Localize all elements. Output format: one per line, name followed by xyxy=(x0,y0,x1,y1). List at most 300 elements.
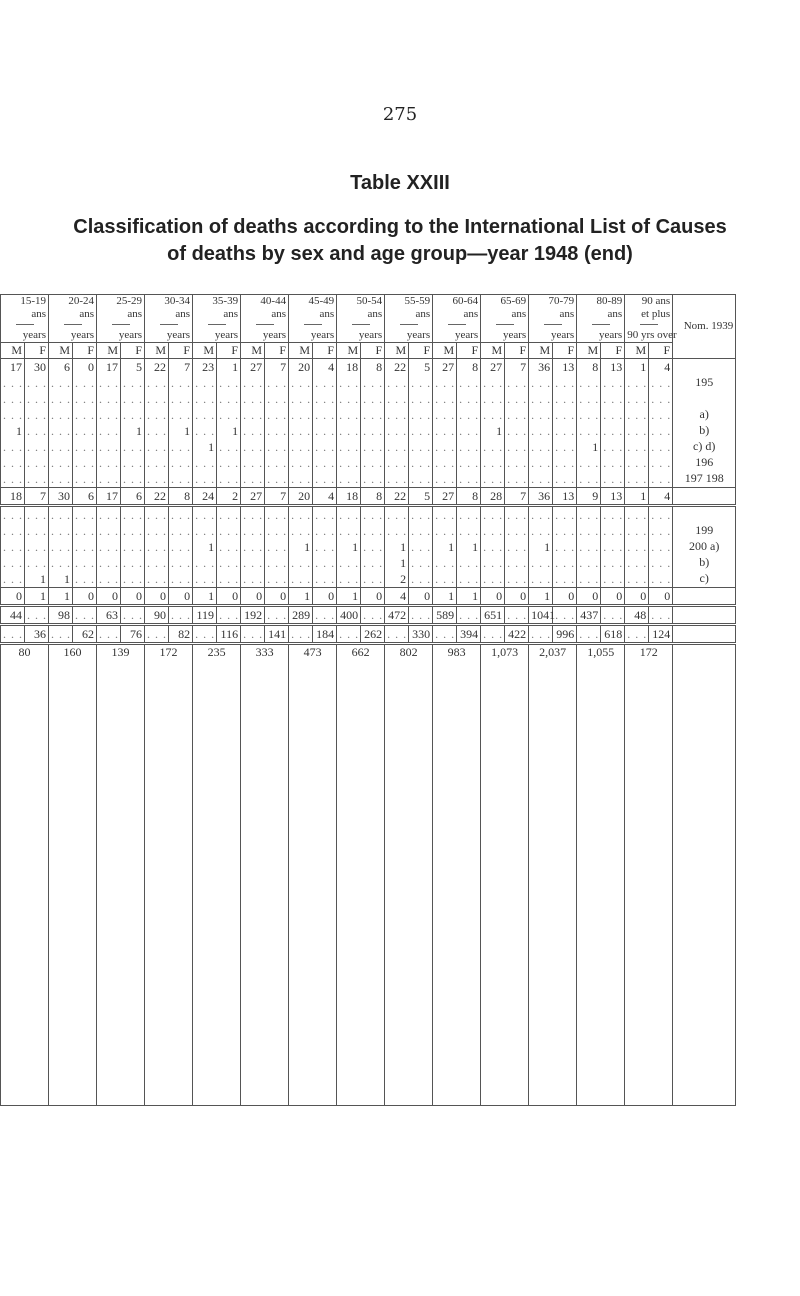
nomenclature-cell: c) xyxy=(673,571,736,588)
grand-total-cell: 662 xyxy=(337,644,385,1106)
leader-dots: . . . xyxy=(291,439,312,454)
female-count-cell: 1 xyxy=(121,423,145,439)
female-count-cell xyxy=(649,391,673,407)
leader-dots: . . . xyxy=(651,555,672,570)
leader-dots: . . . xyxy=(315,507,336,522)
male-count-cell: 17 xyxy=(97,488,121,506)
male-count-cell xyxy=(145,471,169,488)
leader-dots: . . . xyxy=(3,507,23,522)
male-count-cell xyxy=(97,439,121,455)
male-count-cell xyxy=(385,506,409,524)
leader-dots: . . . xyxy=(555,539,576,554)
female-count-cell xyxy=(505,423,529,439)
leader-dots: . . . xyxy=(147,423,168,438)
leader-dots: . . . xyxy=(579,407,600,422)
leader-dots: . . . xyxy=(363,539,384,554)
leader-dots: . . . xyxy=(267,423,288,438)
female-header: F xyxy=(601,343,625,359)
female-count-cell: 8 xyxy=(361,488,385,506)
leader-dots: . . . xyxy=(339,571,360,586)
leader-dots: . . . xyxy=(315,423,336,438)
male-count-cell: 20 xyxy=(289,488,313,506)
male-count-cell: 1 xyxy=(337,588,361,606)
female-count-cell xyxy=(217,391,241,407)
leader-dots: . . . xyxy=(627,407,648,422)
female-header: F xyxy=(73,343,97,359)
nomenclature-cell xyxy=(673,606,736,625)
male-count-cell xyxy=(49,375,73,391)
female-count-cell xyxy=(457,407,481,423)
male-count-cell xyxy=(481,439,505,455)
leader-dots: . . . xyxy=(171,471,192,486)
leader-dots: . . . xyxy=(171,455,192,470)
nomenclature-cell: c) d) xyxy=(673,439,736,455)
leader-dots: . . . xyxy=(555,391,576,406)
nomenclature-cell: b) xyxy=(673,555,736,571)
male-count-cell xyxy=(145,539,169,555)
leader-dots: . . . xyxy=(315,471,336,486)
female-count-cell xyxy=(409,506,433,524)
female-count-cell: 0 xyxy=(265,588,289,606)
male-count-cell xyxy=(481,407,505,423)
leader-dots: . . . xyxy=(579,471,600,486)
male-header: M xyxy=(385,343,409,359)
leader-dots: . . . xyxy=(147,439,168,454)
male-count-cell: 23 xyxy=(193,359,217,376)
leader-dots: . . . xyxy=(291,375,312,390)
age-group-header xyxy=(49,295,97,343)
grand-total-cell: 2,037 xyxy=(529,644,577,1106)
table-row xyxy=(1,506,736,524)
age-unit-en: years xyxy=(454,329,479,341)
male-count-cell xyxy=(625,571,649,588)
leader-dots: . . . xyxy=(411,555,432,570)
female-count-cell xyxy=(649,571,673,588)
leader-dots: . . . xyxy=(3,571,23,586)
male-header: M xyxy=(193,343,217,359)
leader-dots: . . . xyxy=(123,439,144,454)
male-count-cell xyxy=(49,506,73,524)
leader-dots: . . . xyxy=(531,375,552,390)
leader-dots: . . . xyxy=(27,471,47,486)
leader-dots: . . . xyxy=(435,439,456,454)
leader-dots: . . . xyxy=(291,471,312,486)
leader-dots: . . . xyxy=(507,455,528,470)
male-count-cell xyxy=(625,625,649,644)
leader-dots: . . . xyxy=(75,523,96,538)
female-header: F xyxy=(553,343,577,359)
leader-dots: . . . xyxy=(411,471,432,486)
leader-dots: . . . xyxy=(147,571,168,586)
male-count-cell: 30 xyxy=(49,488,73,506)
female-count-cell xyxy=(73,407,97,423)
male-count-cell xyxy=(625,471,649,488)
leader-dots: . . . xyxy=(291,571,312,586)
leader-dots: . . . xyxy=(651,607,672,622)
female-count-cell xyxy=(121,571,145,588)
nomenclature-cell: 196 xyxy=(673,455,736,471)
leader-dots: . . . xyxy=(123,455,144,470)
age-group-header xyxy=(145,295,193,343)
leader-dots: . . . xyxy=(243,439,264,454)
leader-dots: . . . xyxy=(459,607,480,622)
age-unit-fr: ans xyxy=(127,308,143,320)
leader-dots: . . . xyxy=(27,539,47,554)
leader-dots: . . . xyxy=(27,455,47,470)
age-range: 90 ans xyxy=(641,295,671,307)
male-count-cell xyxy=(1,375,25,391)
leader-dots: . . . xyxy=(147,555,168,570)
leader-dots: . . . xyxy=(99,539,120,554)
leader-dots: . . . xyxy=(507,539,528,554)
male-count-cell xyxy=(385,423,409,439)
female-count-cell: 7 xyxy=(25,488,49,506)
grand-total-cell: 172 xyxy=(625,644,673,1106)
leader-dots: . . . xyxy=(459,571,480,586)
leader-dots: . . . xyxy=(147,539,168,554)
leader-dots: . . . xyxy=(507,555,528,570)
leader-dots: . . . xyxy=(387,455,408,470)
table-row xyxy=(1,571,736,588)
female-count-cell xyxy=(169,455,193,471)
male-count-cell: 589 xyxy=(433,606,457,625)
female-count-cell xyxy=(169,606,193,625)
male-count-cell xyxy=(337,375,361,391)
leader-dots: . . . xyxy=(123,507,144,522)
female-count-cell: 2 xyxy=(217,488,241,506)
leader-dots: . . . xyxy=(435,375,456,390)
leader-dots: . . . xyxy=(627,439,648,454)
female-count-cell xyxy=(265,439,289,455)
female-count-cell xyxy=(409,391,433,407)
leader-dots: . . . xyxy=(195,407,216,422)
male-count-cell xyxy=(49,539,73,555)
female-count-cell xyxy=(649,375,673,391)
female-count-cell: 13 xyxy=(553,359,577,376)
leader-dots: . . . xyxy=(27,375,47,390)
male-count-cell xyxy=(241,571,265,588)
male-count-cell xyxy=(625,391,649,407)
leader-dots: . . . xyxy=(219,539,240,554)
female-count-cell xyxy=(217,606,241,625)
age-unit-fr: ans xyxy=(271,308,287,320)
female-header: F xyxy=(457,343,481,359)
leader-dots: . . . xyxy=(387,439,408,454)
grand-total-cell: 80 xyxy=(1,644,49,1106)
leader-dots: . . . xyxy=(483,571,504,586)
leader-dots: . . . xyxy=(459,471,480,486)
male-count-cell xyxy=(529,625,553,644)
table-row xyxy=(1,471,736,488)
male-count-cell xyxy=(529,555,553,571)
table-row xyxy=(1,359,736,376)
age-range: 45-49 xyxy=(308,295,335,307)
male-count-cell xyxy=(1,439,25,455)
leader-dots: . . . xyxy=(123,555,144,570)
grand-total-cell: 333 xyxy=(241,644,289,1106)
male-header: M xyxy=(97,343,121,359)
leader-dots: . . . xyxy=(603,423,624,438)
male-count-cell xyxy=(289,506,313,524)
grand-total-cell: 802 xyxy=(385,644,433,1106)
female-count-cell xyxy=(265,471,289,488)
female-count-cell: 8 xyxy=(361,359,385,376)
leader-dots: . . . xyxy=(51,507,72,522)
leader-dots: . . . xyxy=(315,539,336,554)
leader-dots: . . . xyxy=(555,571,576,586)
leader-dots: . . . xyxy=(603,375,624,390)
leader-dots: . . . xyxy=(339,455,360,470)
leader-dots: . . . xyxy=(531,471,552,486)
female-count-cell xyxy=(217,407,241,423)
female-count-cell xyxy=(25,523,49,539)
male-count-cell xyxy=(49,407,73,423)
female-count-cell xyxy=(25,455,49,471)
male-count-cell: 1041 xyxy=(529,606,553,625)
leader-dots: . . . xyxy=(243,391,264,406)
nomenclature-cell xyxy=(673,625,736,644)
leader-dots: . . . xyxy=(435,455,456,470)
leader-dots: . . . xyxy=(243,407,264,422)
leader-dots: . . . xyxy=(123,375,144,390)
female-count-cell: 0 xyxy=(505,588,529,606)
male-count-cell: 651 xyxy=(481,606,505,625)
male-count-cell xyxy=(577,391,601,407)
female-count-cell xyxy=(73,375,97,391)
male-count-cell: 1 xyxy=(385,539,409,555)
female-count-cell xyxy=(217,471,241,488)
male-count-cell: 1 xyxy=(49,571,73,588)
male-count-cell xyxy=(433,391,457,407)
male-count-cell xyxy=(1,471,25,488)
female-count-cell xyxy=(601,375,625,391)
age-group-header xyxy=(529,295,577,343)
male-count-cell xyxy=(385,407,409,423)
leader-dots: . . . xyxy=(507,471,528,486)
leader-dots: . . . xyxy=(339,439,360,454)
leader-dots: . . . xyxy=(507,571,528,586)
leader-dots: . . . xyxy=(267,571,288,586)
male-count-cell xyxy=(145,571,169,588)
male-count-cell: 1 xyxy=(385,555,409,571)
leader-dots: . . . xyxy=(459,507,480,522)
male-count-cell xyxy=(193,423,217,439)
female-count-cell xyxy=(649,455,673,471)
age-unit-en: years xyxy=(406,329,431,341)
leader-dots: . . . xyxy=(651,439,672,454)
leader-dots: . . . xyxy=(483,507,504,522)
female-count-cell xyxy=(361,606,385,625)
male-count-cell xyxy=(289,375,313,391)
female-count-cell xyxy=(313,523,337,539)
leader-dots: . . . xyxy=(291,423,312,438)
leader-dots: . . . xyxy=(219,555,240,570)
leader-dots: . . . xyxy=(27,439,47,454)
female-count-cell xyxy=(553,455,577,471)
leader-dots: . . . xyxy=(315,455,336,470)
grand-total-cell: 139 xyxy=(97,644,145,1106)
nomenclature-cell xyxy=(673,391,736,407)
age-range: 55-59 xyxy=(404,295,431,307)
male-count-cell: 18 xyxy=(1,488,25,506)
female-count-cell: 0 xyxy=(361,588,385,606)
female-count-cell xyxy=(361,375,385,391)
leader-dots: . . . xyxy=(243,455,264,470)
age-unit-en: years xyxy=(262,329,287,341)
female-count-cell: 13 xyxy=(553,488,577,506)
female-count-cell: 5 xyxy=(409,488,433,506)
age-unit-fr: ans xyxy=(511,308,527,320)
male-count-cell: 22 xyxy=(385,359,409,376)
female-count-cell: 116 xyxy=(217,625,241,644)
male-count-cell xyxy=(241,391,265,407)
leader-dots: . . . xyxy=(627,555,648,570)
male-count-cell xyxy=(289,391,313,407)
leader-dots: . . . xyxy=(627,523,648,538)
leader-dots: . . . xyxy=(579,555,600,570)
leader-dots: . . . xyxy=(579,571,600,586)
female-count-cell xyxy=(73,523,97,539)
male-count-cell xyxy=(433,625,457,644)
leader-dots: . . . xyxy=(243,555,264,570)
leader-dots: . . . xyxy=(435,407,456,422)
male-count-cell xyxy=(577,506,601,524)
age-unit-fr: ans xyxy=(31,308,47,320)
female-count-cell xyxy=(265,539,289,555)
leader-dots: . . . xyxy=(531,523,552,538)
leader-dots: . . . xyxy=(171,375,192,390)
female-count-cell xyxy=(505,407,529,423)
male-count-cell xyxy=(529,439,553,455)
leader-dots: . . . xyxy=(243,539,264,554)
female-count-cell xyxy=(601,423,625,439)
leader-dots: . . . xyxy=(483,626,504,641)
female-count-cell: 7 xyxy=(505,359,529,376)
female-count-cell xyxy=(25,506,49,524)
male-count-cell xyxy=(1,555,25,571)
female-count-cell xyxy=(505,571,529,588)
leader-dots: . . . xyxy=(27,423,47,438)
female-count-cell: 4 xyxy=(313,488,337,506)
female-count-cell: 62 xyxy=(73,625,97,644)
male-count-cell xyxy=(481,555,505,571)
male-count-cell xyxy=(241,423,265,439)
leader-dots: . . . xyxy=(51,439,72,454)
female-count-cell: 13 xyxy=(601,359,625,376)
leader-dots: . . . xyxy=(579,391,600,406)
male-count-cell xyxy=(289,625,313,644)
leader-dots: . . . xyxy=(555,523,576,538)
male-count-cell xyxy=(97,391,121,407)
female-count-cell: 996 xyxy=(553,625,577,644)
age-group-header xyxy=(337,295,385,343)
female-count-cell xyxy=(217,439,241,455)
female-count-cell xyxy=(313,375,337,391)
leader-dots: . . . xyxy=(123,471,144,486)
leader-dots: . . . xyxy=(363,391,384,406)
leader-dots: . . . xyxy=(99,471,120,486)
leader-dots: . . . xyxy=(363,523,384,538)
female-count-cell xyxy=(409,606,433,625)
leader-dots: . . . xyxy=(3,555,23,570)
leader-dots: . . . xyxy=(483,391,504,406)
leader-dots: . . . xyxy=(291,391,312,406)
age-unit-fr: ans xyxy=(175,308,191,320)
female-header: F xyxy=(313,343,337,359)
female-count-cell: 1 xyxy=(457,539,481,555)
female-count-cell xyxy=(73,539,97,555)
male-count-cell: 18 xyxy=(337,359,361,376)
leader-dots: . . . xyxy=(219,391,240,406)
leader-dots: . . . xyxy=(243,375,264,390)
female-count-cell: 124 xyxy=(649,625,673,644)
leader-dots: . . . xyxy=(603,455,624,470)
leader-dots: . . . xyxy=(531,439,552,454)
leader-dots: . . . xyxy=(171,507,192,522)
leader-dots: . . . xyxy=(339,407,360,422)
leader-dots: . . . xyxy=(555,375,576,390)
male-count-cell: 22 xyxy=(385,488,409,506)
male-count-cell: 27 xyxy=(241,359,265,376)
leader-dots: . . . xyxy=(411,507,432,522)
female-count-cell xyxy=(121,471,145,488)
female-count-cell xyxy=(217,539,241,555)
leader-dots: . . . xyxy=(363,571,384,586)
male-count-cell xyxy=(49,555,73,571)
leader-dots: . . . xyxy=(219,471,240,486)
male-header: M xyxy=(49,343,73,359)
male-count-cell xyxy=(385,439,409,455)
female-header: F xyxy=(265,343,289,359)
male-count-cell xyxy=(145,625,169,644)
male-count-cell xyxy=(1,523,25,539)
female-count-cell xyxy=(601,391,625,407)
female-count-cell xyxy=(73,555,97,571)
leader-dots: . . . xyxy=(435,391,456,406)
female-count-cell xyxy=(553,506,577,524)
leader-dots: . . . xyxy=(627,375,648,390)
female-count-cell: 184 xyxy=(313,625,337,644)
nomenclature-cell: 195 xyxy=(673,375,736,391)
age-unit-en: years xyxy=(214,329,239,341)
leader-dots: . . . xyxy=(531,626,552,641)
male-count-cell xyxy=(193,391,217,407)
female-count-cell xyxy=(505,455,529,471)
leader-dots: . . . xyxy=(195,555,216,570)
leader-dots: . . . xyxy=(171,391,192,406)
female-count-cell: 0 xyxy=(649,588,673,606)
leader-dots: . . . xyxy=(651,391,672,406)
female-count-cell: 0 xyxy=(73,359,97,376)
leader-dots: . . . xyxy=(99,523,120,538)
male-count-cell: 1 xyxy=(577,439,601,455)
age-range: 40-44 xyxy=(260,295,287,307)
leader-dots: . . . xyxy=(219,607,240,622)
leader-dots: . . . xyxy=(51,375,72,390)
leader-dots: . . . xyxy=(363,423,384,438)
female-count-cell xyxy=(457,423,481,439)
leader-dots: . . . xyxy=(147,455,168,470)
leader-dots: . . . xyxy=(627,507,648,522)
female-header: F xyxy=(649,343,673,359)
female-count-cell xyxy=(409,571,433,588)
male-count-cell xyxy=(49,455,73,471)
female-count-cell: 7 xyxy=(265,359,289,376)
female-count-cell xyxy=(265,523,289,539)
male-header: M xyxy=(481,343,505,359)
leader-dots: . . . xyxy=(267,439,288,454)
male-count-cell: 27 xyxy=(241,488,265,506)
